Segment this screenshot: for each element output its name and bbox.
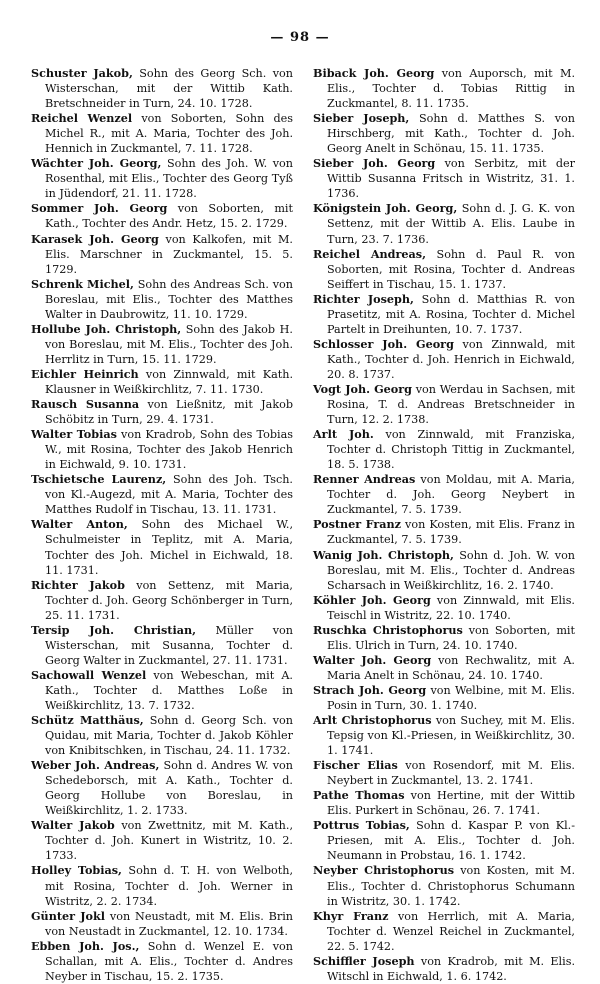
entry-text: von Soborten, mit Kath., Tochter des Andr. Hetz, 15. 2. 1729. [45, 202, 294, 231]
register-entry [31, 232, 293, 277]
entry-name: Walter Jakob [31, 818, 115, 833]
register-entry [31, 277, 293, 322]
entry-text: von Moldau, mit A. Maria, Tochter d. Joh. Georg Neybert in Zuckmantel, 7. 5. 1739. [327, 473, 575, 517]
entry-text: von Zinnwald, mit Elis. Teischl in Wistritz, 22. 10. 1740. [327, 593, 575, 622]
entry-text: Sohn d. Andres W. von Schedeborsch, mit A. Kath., Tochter d. Georg Hollube von Boreslau, in Weißkirchlitz, 1. 2. 1733. [45, 759, 293, 818]
register-entry [313, 909, 575, 954]
entry-name: Weber Joh. Andreas, [31, 758, 160, 773]
entry-text: von Zwettnitz, mit M. Kath., Tochter d. Joh. Kunert in Wistritz, 10. 2. 1733. [45, 819, 294, 863]
register-entry [31, 111, 293, 156]
entry-name: Sieber Joseph, [313, 111, 410, 126]
register-entry [313, 788, 575, 818]
entry-name: Renner Andreas [313, 472, 416, 487]
entry-text: von Soborten, mit Elis. Ulrich in Turn, 24. 10. 1740. [327, 623, 576, 652]
entry-text: von Kradrob, Sohn des Tobias W., mit Rosina, Tochter des Jakob Henrich in Eichwald, 9. 10. 1731. [45, 428, 293, 472]
entry-name: Schütz Matthäus, [31, 713, 144, 728]
register-entry [31, 939, 293, 984]
register-entry [31, 713, 293, 758]
entry-name: Eichler Heinrich [31, 366, 139, 381]
entry-text: von Zinnwald, mit Kath., Tochter d. Joh. Henrich in Eichwald, 20. 8. 1737. [327, 337, 575, 381]
register-entry [313, 758, 575, 788]
entry-name: Biback Joh. Georg [313, 66, 435, 80]
entry-name: Wanig Joh. Christoph, [313, 547, 454, 562]
register-entry [31, 863, 293, 908]
entry-name: Pottrus Tobias, [313, 818, 410, 833]
entry-name: Richter Jakob [31, 577, 125, 592]
entry-text: von Herrlich, mit A. Maria, Tochter d. Wenzel Reichel in Zuckmantel, 22. 5. 1742. [327, 909, 575, 953]
entry-name: Ruschka Christophorus [313, 622, 463, 637]
entry-text: Sohn d. Wenzel E. von Schallan, mit A. Elis., Tochter d. Andres Neyber in Tischau, 15. 2. 1735. [45, 939, 293, 983]
entry-name: Reichel Andreas, [313, 246, 426, 261]
register-entry [313, 593, 575, 623]
register-entry [313, 863, 575, 908]
entry-name: Walter Anton, [31, 517, 128, 532]
entry-text: Sohn d. Joh. W. von Boreslau, mit M. Elis., Tochter d. Andreas Scharsach in Weißkirchlitz, 16. 2. 1740. [327, 548, 576, 592]
entry-name: Sachowall Wenzel [31, 667, 147, 682]
entry-name: Arlt Christophorus [313, 713, 432, 728]
entry-name: Hollube Joh. Christoph, [31, 321, 182, 336]
entry-name: Ebben Joh. Jos., [31, 938, 140, 953]
register-entry [31, 517, 293, 577]
entry-text: Sohn des Joh. Tsch. von Kl.-Augezd, mit A. Maria, Tochter des Matthes Rudolf in Tischau, 13. 11. 1731. [45, 473, 293, 517]
entry-name: Köhler Joh. Georg [313, 592, 431, 607]
entry-name: Khyr Franz [313, 908, 389, 923]
entry-name: Schrenk Michel, [31, 276, 134, 291]
entry-name: Walter Tobias [31, 427, 117, 442]
entry-text: Sohn des Joh. W. von Rosenthal, mit Elis., Tochter des Georg Tyß in Jüdendorf, 21. 11. 1728. [45, 157, 293, 201]
entry-text: Müller von Wisterschan, mit Susanna, Tochter d. Georg Walter in Zuckmantel, 27. 11. 1731. [45, 623, 293, 667]
entry-text: von Kosten, mit M. Elis., Tochter d. Christophorus Schumann in Wistritz, 30. 1. 1742. [327, 864, 575, 908]
register-entry [313, 472, 575, 517]
register-entry [31, 668, 293, 713]
entry-name: Sommer Joh. Georg [31, 201, 168, 216]
entry-text: Sohn d. Matthes S. von Hirschberg, mit Kath., Tochter d. Joh. Georg Anelt in Schönau, 15. 11. 1735. [327, 112, 576, 156]
page-number: — 98 — [270, 30, 330, 45]
entry-text: von Serbitz, mit der Wittib Susanna Fritsch in Wistritz, 31. 1. 1736. [327, 157, 575, 201]
entry-name: Rausch Susanna [31, 397, 140, 412]
entry-text: von Kosten, mit Elis. Franz in Zuckmantel, 7. 5. 1739. [327, 518, 575, 547]
entry-name: Richter Joseph, [313, 291, 414, 306]
entry-name: Holley Tobias, [31, 863, 122, 878]
entry-name: Arlt Joh. [313, 427, 374, 442]
entry-name: Schiffler Joseph [313, 953, 415, 968]
entry-name: Königstein Joh. Georg, [313, 201, 458, 216]
register-entry [313, 653, 575, 683]
entry-name: Pathe Thomas [313, 788, 405, 803]
entry-text: Sohn d. Paul R. von Soborten, mit Rosina, Tochter d. Andreas Seiffert in Tischau, 15. 1. 1737. [327, 247, 575, 291]
entry-name: Neyber Christophorus [313, 863, 455, 878]
register-entry [31, 367, 293, 397]
entry-text: von Rechwalitz, mit A. Maria Anelt in Schönau, 24. 10. 1740. [327, 653, 575, 682]
register-entry [313, 427, 575, 472]
register-entry [31, 623, 293, 668]
entry-text: von Rosendorf, mit M. Elis. Neybert in Zuckmantel, 13. 2. 1741. [327, 759, 575, 788]
register-entry [313, 111, 575, 156]
left-column [31, 66, 293, 984]
register-entry [313, 548, 575, 593]
entry-name: Reichel Wenzel [31, 111, 133, 126]
register-entry [313, 713, 575, 758]
entry-text: Sohn d. J. G. K. von Settenz, mit der Wittib A. Elis. Laube in Turn, 23. 7. 1736. [327, 202, 575, 246]
entry-name: Karasek Joh. Georg [31, 231, 159, 246]
entry-name: Walter Joh. Georg [313, 652, 432, 667]
entry-name: Strach Joh. Georg [313, 682, 427, 697]
register-entry [31, 818, 293, 863]
entry-text: von Kalkofen, mit M. Elis. Marschner in Zuckmantel, 15. 5. 1729. [45, 232, 293, 276]
entry-text: Sohn d. Georg Sch. von Quidau, mit Maria, Tochter d. Jakob Köhler von Knibitschken, in Tischau, 24. 11. 1732. [45, 714, 293, 758]
entry-name: Schuster Jakob, [31, 66, 133, 80]
register-entry [313, 517, 575, 547]
entry-text: Sohn des Georg Sch. von Wisterschan, mit der Wittib Kath. Bretschneider in Turn, 24. 10. 1728. [45, 67, 293, 111]
entry-text: von Welbine, mit M. Elis. Posin in Turn, 30. 1. 1740. [327, 683, 575, 712]
entry-name: Wächter Joh. Georg, [31, 156, 162, 171]
entry-text: von Kradrob, mit M. Elis. Witschl in Eichwald, 1. 6. 1742. [327, 954, 576, 983]
entry-text: Sohn des Andreas Sch. von Boreslau, mit Elis., Tochter des Matthes Walter in Daubrowitz, 11. 10. 1729. [45, 277, 293, 321]
entry-text: Sohn des Jakob H. von Boreslau, mit M. Elis., Tochter des Joh. Herrlitz in Turn, 15. 11. 1729. [45, 322, 293, 366]
entry-name: Tschietsche Laurenz, [31, 472, 167, 487]
register-entry [313, 201, 575, 246]
entry-text: von Werdau in Sachsen, mit Rosina, T. d. Andreas Bretschneider in Turn, 12. 2. 1738. [327, 382, 575, 427]
register-entry [31, 472, 293, 517]
register-entry [31, 578, 293, 623]
register-entry [31, 397, 293, 427]
entry-text: von Webeschan, mit A. Kath., Tochter d. Matthes Loße in Weißkirchlitz, 13. 7. 1732. [45, 668, 293, 712]
register-entry [313, 337, 575, 382]
entry-text: von Auporsch, mit M. Elis., Tochter d. Tobias Rittig in Zuckmantel, 8. 11. 1735. [327, 67, 576, 111]
register-entry [31, 758, 293, 818]
entry-text: von Ließnitz, mit Jakob Schöbitz in Turn, 29. 4. 1731. [45, 398, 294, 427]
register-entry [313, 382, 575, 427]
entry-text: Sohn des Michael W., Schulmeister in Teplitz, mit A. Maria, Tochter des Joh. Michel in Eichwald, 18. 11. 1731. [45, 518, 294, 577]
register-entry [31, 427, 293, 472]
entry-name: Günter Jokl [31, 908, 105, 923]
right-column [313, 66, 575, 984]
entry-text: von Suchey, mit M. Elis. Tepsig von Kl.-Priesen, in Weißkirchlitz, 30. 1. 1741. [327, 714, 575, 758]
entry-name: Sieber Joh. Georg [313, 156, 436, 171]
register-entry [313, 156, 575, 201]
entry-name: Vogt Joh. Georg [313, 381, 412, 396]
entry-text: von Settenz, mit Maria, Tochter d. Joh. Georg Schönberger in Turn, 25. 11. 1731. [45, 578, 293, 622]
register-entry [31, 909, 293, 939]
register-entry [313, 683, 575, 713]
entry-name: Fischer Elias [313, 758, 398, 773]
register-entry [313, 623, 575, 653]
register-entry [313, 292, 575, 337]
entry-text: von Hertine, mit der Wittib Elis. Purkert in Schönau, 26. 7. 1741. [327, 789, 576, 818]
register-entry [31, 66, 293, 111]
register-entry [31, 201, 293, 231]
entry-text: von Soborten, Sohn des Michel R., mit A. Maria, Tochter des Joh. Hennich in Zuckmantel, 7. 11. 1728. [45, 112, 293, 156]
entry-text: Sohn d. T. H. von Welboth, mit Rosina, Tochter d. Joh. Werner in Wistritz, 2. 2. 1734. [45, 864, 294, 908]
entry-name: Tersip Joh. Christian, [31, 622, 196, 637]
entry-text: Sohn d. Kaspar P. von Kl.-Priesen, mit A. Elis., Tochter d. Joh. Neumann in Probstau, 16. 1. 1742. [327, 819, 576, 863]
register-entry [313, 247, 575, 292]
entry-text: von Zinnwald, mit Franziska, Tochter d. Christoph Tittig in Zuckmantel, 18. 5. 1738. [327, 428, 576, 472]
entry-name: Postner Franz [313, 517, 401, 532]
entry-text: von Zinnwald, mit Kath. Klausner in Weißkirchlitz, 7. 11. 1730. [45, 367, 294, 396]
entry-name: Schlosser Joh. Georg [313, 336, 454, 351]
register-entry [31, 156, 293, 201]
register-entry [313, 66, 575, 111]
register-entry [313, 954, 575, 984]
entry-text: von Neustadt, mit M. Elis. Brin von Neustadt in Zuckmantel, 12. 10. 1734. [45, 909, 293, 938]
register-entry [313, 818, 575, 863]
register-entry [31, 322, 293, 367]
entry-text: Sohn d. Matthias R. von Prasetitz, mit A. Rosina, Tochter d. Michel Partelt in Dreihunten, 10. 7. 1737. [327, 292, 575, 336]
